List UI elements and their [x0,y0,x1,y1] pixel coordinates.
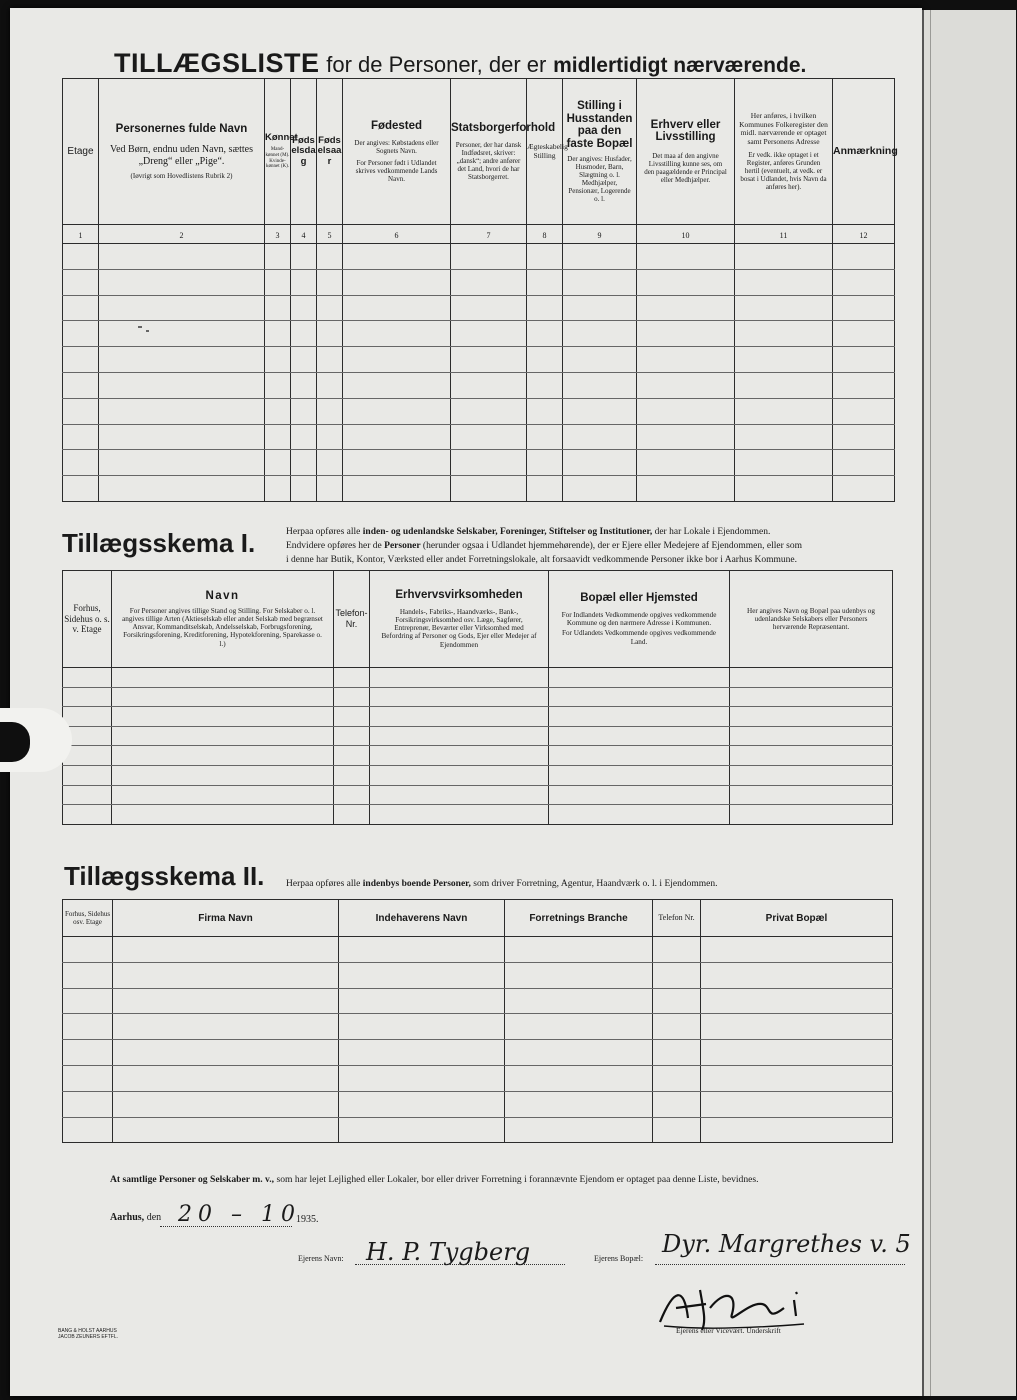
printer-stamp: BANG & HOLST AARHUS JACOB ZEUNERS EFTFL. [58,1328,119,1340]
administrator-label: Ejerens eller Vicevært. Underskrift [676,1326,781,1335]
table-cell[interactable] [637,347,735,373]
table-cell[interactable] [343,321,451,347]
table-cell[interactable] [63,372,99,398]
table-cell[interactable] [339,1014,505,1040]
table-cell[interactable] [563,476,637,502]
table-cell[interactable] [112,687,334,707]
table-row [63,707,893,727]
table-cell[interactable] [291,372,317,398]
table-cell[interactable] [701,1065,893,1091]
table-cell[interactable] [549,746,730,766]
table-cell[interactable] [334,805,370,825]
col-aegteskab: Ægteskabelig Stilling [527,79,563,225]
table-cell[interactable] [317,476,343,502]
table-cell[interactable] [527,244,563,270]
skema1-description: Herpaa opføres alle inden- og udenlandske Selskaber, Foreninger, Stiftelser og Institutioner, der har Lokale i Ejendommen. Endvidere opføres her de Personer (herunder ogsaa i Udlandet hjemmehørende), der er Ejere eller Medejere af Ejendommen, eller som i denne har Butik, Kontor, Værksted eller andet Forretningslokale, alt forsaavidt vedkommende Personer ikke bor i Aarhus Kommune. [286,527,802,565]
table-cell[interactable] [113,1014,339,1040]
table-cell[interactable] [637,295,735,321]
table-cell[interactable] [339,988,505,1014]
table-cell[interactable] [317,347,343,373]
table-cell[interactable] [291,398,317,424]
table-row [63,726,893,746]
table-cell[interactable] [833,244,895,270]
table-cell[interactable] [339,1040,505,1066]
table-cell[interactable] [451,424,527,450]
table-cell[interactable] [549,668,730,688]
table-cell[interactable] [113,1117,339,1143]
col-foedselsdag: Fødselsdag [291,79,317,225]
main-table-header [63,79,895,225]
table-cell[interactable] [637,372,735,398]
table-cell[interactable] [730,687,893,707]
table-cell[interactable] [833,398,895,424]
table-cell[interactable] [527,347,563,373]
table-cell[interactable] [265,269,291,295]
table-cell[interactable] [99,476,265,502]
table-row [63,988,893,1014]
table-cell[interactable] [527,476,563,502]
table-cell[interactable] [451,321,527,347]
table-cell[interactable] [63,269,99,295]
table-cell[interactable] [291,321,317,347]
table-cell[interactable] [334,765,370,785]
table-row [63,785,893,805]
table-cell[interactable] [291,295,317,321]
table-cell[interactable] [730,746,893,766]
table-cell[interactable] [343,295,451,321]
table-row [63,450,895,476]
table-cell[interactable] [735,476,833,502]
table-cell[interactable] [370,668,549,688]
owner-name-signature: H. P. Tygberg [366,1238,531,1266]
skema1-title: Tillægsskema I. [62,528,256,558]
table-cell[interactable] [653,1040,701,1066]
table-cell[interactable] [730,805,893,825]
table-cell[interactable] [527,295,563,321]
table-cell[interactable] [653,1065,701,1091]
table-cell[interactable] [343,269,451,295]
table-cell[interactable] [99,398,265,424]
table-cell[interactable] [63,962,113,988]
table-row [63,1040,893,1066]
table-cell[interactable] [549,726,730,746]
table-cell[interactable] [653,937,701,963]
table-cell[interactable] [451,244,527,270]
table-cell[interactable] [505,1065,653,1091]
table-cell[interactable] [833,347,895,373]
table-cell[interactable] [63,295,99,321]
owner-address-handwritten: Dyr. Margrethes v. 5 [662,1230,911,1258]
table-cell[interactable] [563,450,637,476]
col-navn: Personernes fulde Navn Ved Børn, endnu uden Navn, sættes „Dreng“ eller „Pige“. (Iøvrigt som Hovedlistens Rubrik 2) [99,79,265,225]
table-cell[interactable] [653,1091,701,1117]
table-row [63,398,895,424]
table-cell[interactable] [339,1117,505,1143]
table-cell[interactable] [653,1014,701,1040]
table-row [63,1091,893,1117]
table-cell[interactable] [730,765,893,785]
table-cell[interactable] [730,785,893,805]
table-cell[interactable] [339,1065,505,1091]
table-cell[interactable] [451,347,527,373]
pencil-mark [138,326,142,328]
table-cell[interactable] [549,765,730,785]
table-cell[interactable] [730,707,893,727]
skema1-header: Forhus, Sidehus o. s. v. Etage Navn For Personer angives tillige Stand og Stilling. For Selskaber o. l. angives tillige Arten (Aktieselskab eller andet Selskab med begrænset Ansvar, Kommanditselskab, Andelsselskab, Forbrugsforening, Forsikringsforening, Kreditforening, Hypotekforening, Sparekasse o. l.) Telefon-Nr. Erhvervsvirksomheden Handels-, Fabriks-, Haandværks-, Bank-, Forsikringsvirksomhed osv. Læge, Sagfører, Entreprenør, Beværter eller Virksomhed med Befordring af Personer og Gods, Ejer eller Medejer af Ejendommen Bopæl eller Hjemsted For Indlandets Vedkommende opgives vedkommende Kommune og den nærmere Adresse i Kommunen. For Udlandets Vedkommende opgives vedkommende Land. Her angives Navn og Bopæl paa udenbys og udenlandske Selskabers eller Personers herværende Repræsentant. [63,571,893,668]
table-row [63,244,895,270]
table-cell[interactable] [112,707,334,727]
table-cell[interactable] [701,962,893,988]
table-cell[interactable] [112,785,334,805]
adjacent-page-edge [922,10,1016,1396]
table-cell[interactable] [637,424,735,450]
table-cell[interactable] [735,372,833,398]
table-cell[interactable] [833,424,895,450]
table-cell[interactable] [334,726,370,746]
col-etage: Etage [63,79,99,225]
skema2-table [62,899,893,1143]
table-row [63,746,893,766]
table-cell[interactable] [112,746,334,766]
col-stilling: Stilling i Husstanden paa den faste Bopæl Der angives: Husfader, Husmoder, Barn, Slægtning o. l. Medhjælper, Pensionær, Logerende o. l. [563,79,637,225]
table-cell[interactable] [701,1040,893,1066]
table-row [63,1065,893,1091]
table-cell[interactable] [730,726,893,746]
table-cell[interactable] [833,476,895,502]
table-cell[interactable] [334,746,370,766]
table-cell[interactable] [701,1117,893,1143]
table-cell[interactable] [291,347,317,373]
table-cell[interactable] [563,398,637,424]
table-cell[interactable] [317,372,343,398]
date-handwritten: 20 – 10 [178,1202,301,1227]
owner-name-line [355,1264,565,1265]
table-cell[interactable] [63,321,99,347]
table-cell[interactable] [833,295,895,321]
table-cell[interactable] [637,321,735,347]
table-cell[interactable] [291,244,317,270]
table-row [63,668,893,688]
table-cell[interactable] [334,785,370,805]
table-cell[interactable] [735,424,833,450]
table-cell[interactable] [99,321,265,347]
table-cell[interactable] [637,398,735,424]
table-cell[interactable] [99,244,265,270]
pencil-mark [146,330,149,332]
table-cell[interactable] [563,321,637,347]
col-folkeregister: Her anføres, i hvilken Kommunes Folkeregister den midl. nærværende er optaget samt Personens Adresse Er vedk. ikke optaget i et Register, anføres Grunden hertil (eventuelt, at vedk. er bosat i Udlandet, hvis Navn da anføres her). [735,79,833,225]
table-cell[interactable] [63,244,99,270]
table-cell[interactable] [701,937,893,963]
owner-address-label: Ejerens Bopæl: [594,1254,644,1263]
table-cell[interactable] [63,424,99,450]
table-row [63,347,895,373]
table-cell[interactable] [735,295,833,321]
table-row [63,424,895,450]
table-cell[interactable] [735,347,833,373]
table-cell[interactable] [563,269,637,295]
table-cell[interactable] [334,707,370,727]
col-koennet: Kønnet Mand-kønnet (M). Kvinde-kønnet (K). [265,79,291,225]
table-cell[interactable] [63,1117,113,1143]
table-cell[interactable] [370,746,549,766]
table-cell[interactable] [334,687,370,707]
table-cell[interactable] [112,726,334,746]
table-cell[interactable] [265,476,291,502]
date-underline [160,1226,292,1227]
table-row [63,1014,893,1040]
table-cell[interactable] [112,668,334,688]
table-row [63,937,893,963]
table-row [63,269,895,295]
table-cell[interactable] [653,988,701,1014]
table-cell[interactable] [339,937,505,963]
table-cell[interactable] [451,372,527,398]
table-cell[interactable] [527,269,563,295]
table-cell[interactable] [505,937,653,963]
table-row [63,765,893,785]
table-cell[interactable] [99,372,265,398]
table-cell[interactable] [505,1040,653,1066]
table-cell[interactable] [343,372,451,398]
table-cell[interactable] [291,424,317,450]
table-cell[interactable] [63,668,112,688]
table-row [63,805,893,825]
table-cell[interactable] [113,937,339,963]
table-cell[interactable] [99,347,265,373]
table-cell[interactable] [99,424,265,450]
table-cell[interactable] [113,962,339,988]
table-cell[interactable] [701,1091,893,1117]
table-cell[interactable] [370,726,549,746]
table-cell[interactable] [63,988,113,1014]
table-cell[interactable] [265,450,291,476]
col-foedselsaar: Fødselsaar [317,79,343,225]
owner-address-line [655,1264,905,1265]
table-cell[interactable] [653,1117,701,1143]
table-cell[interactable] [735,321,833,347]
table-cell[interactable] [63,687,112,707]
table-cell[interactable] [63,450,99,476]
main-table [62,78,898,502]
skema2-description: Herpaa opføres alle indenbys boende Personer, som driver Forretning, Agentur, Haandværk o. l. i Ejendommen. [286,879,718,889]
table-cell[interactable] [701,988,893,1014]
table-cell[interactable] [653,962,701,988]
table-cell[interactable] [265,244,291,270]
table-cell[interactable] [833,269,895,295]
form-title: TILLÆGSLISTE for de Personer, der er midlertidigt nærværende. [114,48,807,78]
table-cell[interactable] [63,1091,113,1117]
table-cell[interactable] [317,269,343,295]
owner-name-label: Ejerens Navn: [298,1254,344,1263]
table-cell[interactable] [637,476,735,502]
table-cell[interactable] [563,347,637,373]
table-row [63,295,895,321]
table-cell[interactable] [451,450,527,476]
table-cell[interactable] [113,1040,339,1066]
table-cell[interactable] [63,1014,113,1040]
table-cell[interactable] [112,765,334,785]
table-cell[interactable] [99,269,265,295]
table-cell[interactable] [527,372,563,398]
table-row [63,962,893,988]
table-cell[interactable] [63,1065,113,1091]
table-cell[interactable] [505,1117,653,1143]
table-cell[interactable] [451,269,527,295]
skema1-table [62,570,893,825]
year: 1935. [296,1214,319,1225]
table-cell[interactable] [549,805,730,825]
table-cell[interactable] [99,295,265,321]
table-cell[interactable] [735,450,833,476]
table-cell[interactable] [317,244,343,270]
table-cell[interactable] [265,398,291,424]
table-cell[interactable] [833,372,895,398]
table-row [63,1117,893,1143]
table-cell[interactable] [291,450,317,476]
table-cell[interactable] [334,668,370,688]
table-cell[interactable] [370,707,549,727]
table-cell[interactable] [265,295,291,321]
table-cell[interactable] [291,476,317,502]
table-cell[interactable] [343,476,451,502]
table-cell[interactable] [317,295,343,321]
table-cell[interactable] [339,1091,505,1117]
table-cell[interactable] [735,244,833,270]
table-cell[interactable] [505,962,653,988]
table-cell[interactable] [63,476,99,502]
table-cell[interactable] [527,398,563,424]
table-cell[interactable] [343,424,451,450]
skema2-header: Forhus, Sidehus osv. Etage Firma Navn Indehaverens Navn Forretnings Branche Telefon Nr. Privat Bopæl [63,900,893,937]
table-cell[interactable] [451,295,527,321]
table-cell[interactable] [343,398,451,424]
table-cell[interactable] [113,1091,339,1117]
table-cell[interactable] [317,450,343,476]
table-cell[interactable] [505,1014,653,1040]
table-cell[interactable] [317,321,343,347]
table-cell[interactable] [317,424,343,450]
table-cell[interactable] [265,372,291,398]
table-cell[interactable] [527,450,563,476]
table-cell[interactable] [549,707,730,727]
table-cell[interactable] [343,450,451,476]
table-cell[interactable] [451,476,527,502]
table-cell[interactable] [63,1040,113,1066]
table-cell[interactable] [833,450,895,476]
table-cell[interactable] [343,244,451,270]
table-cell[interactable] [370,765,549,785]
table-cell[interactable] [112,805,334,825]
table-cell[interactable] [113,1065,339,1091]
table-cell[interactable] [63,707,112,727]
table-cell[interactable] [637,244,735,270]
table-cell[interactable] [317,398,343,424]
table-cell[interactable] [833,321,895,347]
table-row [63,321,895,347]
table-cell[interactable] [370,687,549,707]
table-cell[interactable] [63,805,112,825]
table-cell[interactable] [527,424,563,450]
col-erhverv: Erhverv eller Livsstilling Det maa af den angivne Livsstilling kunne ses, om den paagældende er Principal eller Medhjælper. [637,79,735,225]
col-anmaerkning: Anmærkning [833,79,895,225]
table-cell[interactable] [563,295,637,321]
skema2-title: Tillægsskema II. [64,861,265,891]
date-line: Aarhus, den [110,1212,162,1223]
col-statsborger: Statsborgerforhold Personer, der har dansk Indfødsret, skriver: „dansk“; andre anfører det Land, hvori de har Statsborgerret. [451,79,527,225]
table-cell[interactable] [563,424,637,450]
table-cell[interactable] [343,347,451,373]
table-cell[interactable] [99,450,265,476]
table-cell[interactable] [63,398,99,424]
column-numbers-row: 1 2 3 4 5 6 7 8 9 10 11 12 [63,225,895,244]
table-cell[interactable] [527,321,563,347]
table-cell[interactable] [63,347,99,373]
table-cell[interactable] [637,450,735,476]
table-row [63,687,893,707]
table-cell[interactable] [549,687,730,707]
table-cell[interactable] [563,244,637,270]
table-cell[interactable] [637,269,735,295]
table-cell[interactable] [370,785,549,805]
table-cell[interactable] [265,424,291,450]
table-cell[interactable] [63,765,112,785]
table-cell[interactable] [63,937,113,963]
table-cell[interactable] [735,269,833,295]
table-cell[interactable] [505,1091,653,1117]
table-cell[interactable] [563,372,637,398]
table-cell[interactable] [370,805,549,825]
table-cell[interactable] [113,988,339,1014]
table-cell[interactable] [735,398,833,424]
table-cell[interactable] [451,398,527,424]
census-form-page [10,8,922,1396]
table-cell[interactable] [701,1014,893,1040]
table-cell[interactable] [339,962,505,988]
col-foedested: Fødested Der angives: Købstadens eller Sognets Navn. For Personer født i Udlandet skrives vedkommende Lands Navn. [343,79,451,225]
table-row [63,476,895,502]
table-cell[interactable] [549,785,730,805]
table-cell[interactable] [265,321,291,347]
table-cell[interactable] [265,347,291,373]
declaration: At samtlige Personer og Selskaber m. v., som har lejet Lejlighed eller Lokaler, bor eller driver Forretning i forannævnte Ejendom er optaget paa denne Liste, bevidnes. [110,1174,759,1185]
table-cell[interactable] [63,785,112,805]
table-row [63,372,895,398]
table-cell[interactable] [730,668,893,688]
table-cell[interactable] [505,988,653,1014]
table-cell[interactable] [291,269,317,295]
